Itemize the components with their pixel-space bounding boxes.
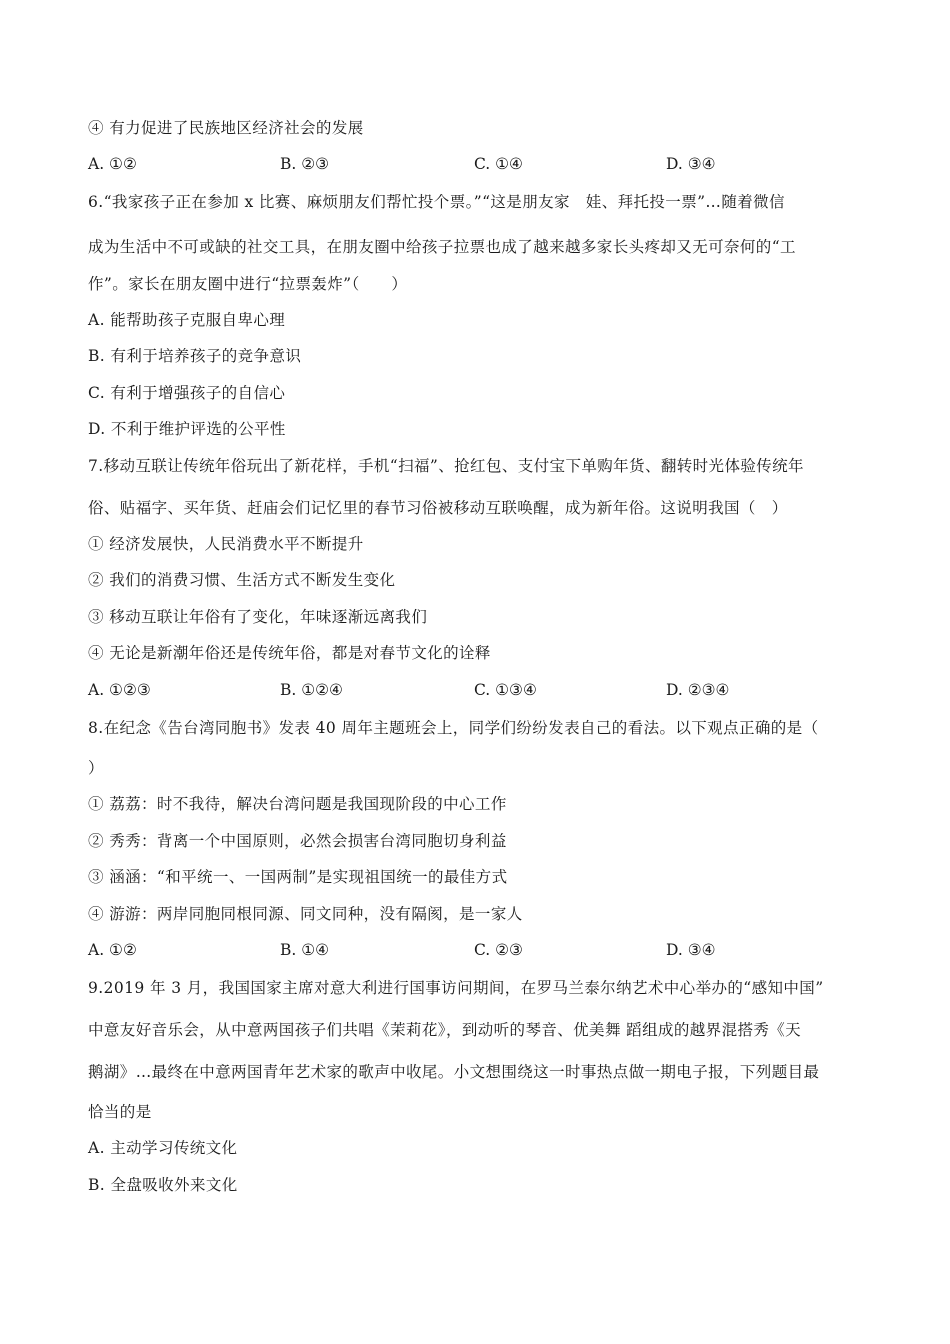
q7-statement-4: ④ 无论是新潮年俗还是传统年俗，都是对春节文化的诠释 — [88, 644, 491, 662]
q7-option-d: D. ②③④ — [666, 681, 730, 699]
q8-stem-line-1: 8.在纪念《告台湾同胞书》发表 40 周年主题班会上，同学们纷纷发表自己的看法。以下观点正确的是（ — [88, 719, 819, 737]
q6-option-b: B. 有利于培养孩子的竞争意识 — [88, 347, 302, 365]
q8-statement-3: ③ 涵涵：“和平统一、一国两制”是实现祖国统一的最佳方式 — [88, 868, 508, 886]
q8-option-c: C. ②③ — [474, 941, 523, 959]
q7-stem-line-2: 俗、贴福字、买年货、赶庙会们记忆里的春节习俗被移动互联唤醒，成为新年俗。这说明我国（ ） — [88, 499, 788, 517]
q9-stem-line-2: 中意友好音乐会，从中意两国孩子们共唱《茉莉花》，到动听的琴音、优美舞 蹈组成的越界混搭秀《天 — [88, 1021, 802, 1039]
q9-stem-line-4: 恰当的是 — [88, 1103, 152, 1121]
q9-option-b: B. 全盘吸收外来文化 — [88, 1176, 238, 1194]
q7-statement-1: ① 经济发展快，人民消费水平不断提升 — [88, 535, 364, 553]
q5-option-c: C. ①④ — [474, 155, 523, 173]
q8-option-d: D. ③④ — [666, 941, 716, 959]
q5-options — [88, 154, 868, 174]
q5-option-a: A. ①② — [88, 155, 137, 173]
q9-option-a: A. 主动学习传统文化 — [88, 1139, 238, 1157]
q9-stem-line-1: 9.2019 年 3 月，我国国家主席对意大利进行国事访问期间，在罗马兰泰尔纳艺术中心举办的“感知中国” — [88, 979, 824, 997]
q8-statement-4: ④ 游游：两岸同胞同根同源、同文同种，没有隔阂，是一家人 — [88, 905, 523, 923]
q7-options — [88, 680, 868, 700]
q6-option-c: C. 有利于增强孩子的自信心 — [88, 384, 286, 402]
q9-stem-line-3: 鹅湖》…最终在中意两国青年艺术家的歌声中收尾。小文想围绕这一时事热点做一期电子报，下列题目最 — [88, 1063, 820, 1081]
q8-stem-line-2: ） — [88, 759, 104, 777]
q6-option-a: A. 能帮助孩子克服自卑心理 — [88, 311, 286, 329]
q6-stem-line-3: 作”。家长在朋友圈中进行“拉票轰炸”（ ） — [88, 275, 408, 293]
q5-option-b: B. ②③ — [280, 155, 330, 173]
q7-option-a: A. ①②③ — [88, 681, 151, 699]
q7-statement-3: ③ 移动互联让年俗有了变化，年味逐渐远离我们 — [88, 608, 428, 626]
q8-option-a: A. ①② — [88, 941, 137, 959]
q8-statement-2: ② 秀秀：背离一个中国原则，必然会损害台湾同胞切身利益 — [88, 832, 507, 850]
q6-stem-line-2: 成为生活中不可或缺的社交工具，在朋友圈中给孩子拉票也成了越来越多家长头疼却又无可奈何的“工 — [88, 238, 796, 256]
q5-option-d: D. ③④ — [666, 155, 716, 173]
q8-option-b: B. ①④ — [280, 941, 330, 959]
q7-statement-2: ② 我们的消费习惯、生活方式不断发生变化 — [88, 571, 396, 589]
q6-stem-line-1: 6.“我家孩子正在参加 x 比赛、麻烦朋友们帮忙投个票。”“这是朋友家 娃、拜托投一票”…随着微信 — [88, 193, 785, 211]
q8-options — [88, 940, 868, 960]
q7-option-c: C. ①③④ — [474, 681, 537, 699]
q5-statement-4: ④ 有力促进了民族地区经济社会的发展 — [88, 119, 364, 137]
q7-option-b: B. ①②④ — [280, 681, 343, 699]
q6-option-d: D. 不利于维护评选的公平性 — [88, 420, 286, 438]
q7-stem-line-1: 7.移动互联让传统年俗玩出了新花样，手机“扫福”、抢红包、支付宝下单购年货、翻转时光体验传统年 — [88, 457, 804, 475]
q8-statement-1: ① 荔荔：时不我待，解决台湾问题是我国现阶段的中心工作 — [88, 795, 507, 813]
